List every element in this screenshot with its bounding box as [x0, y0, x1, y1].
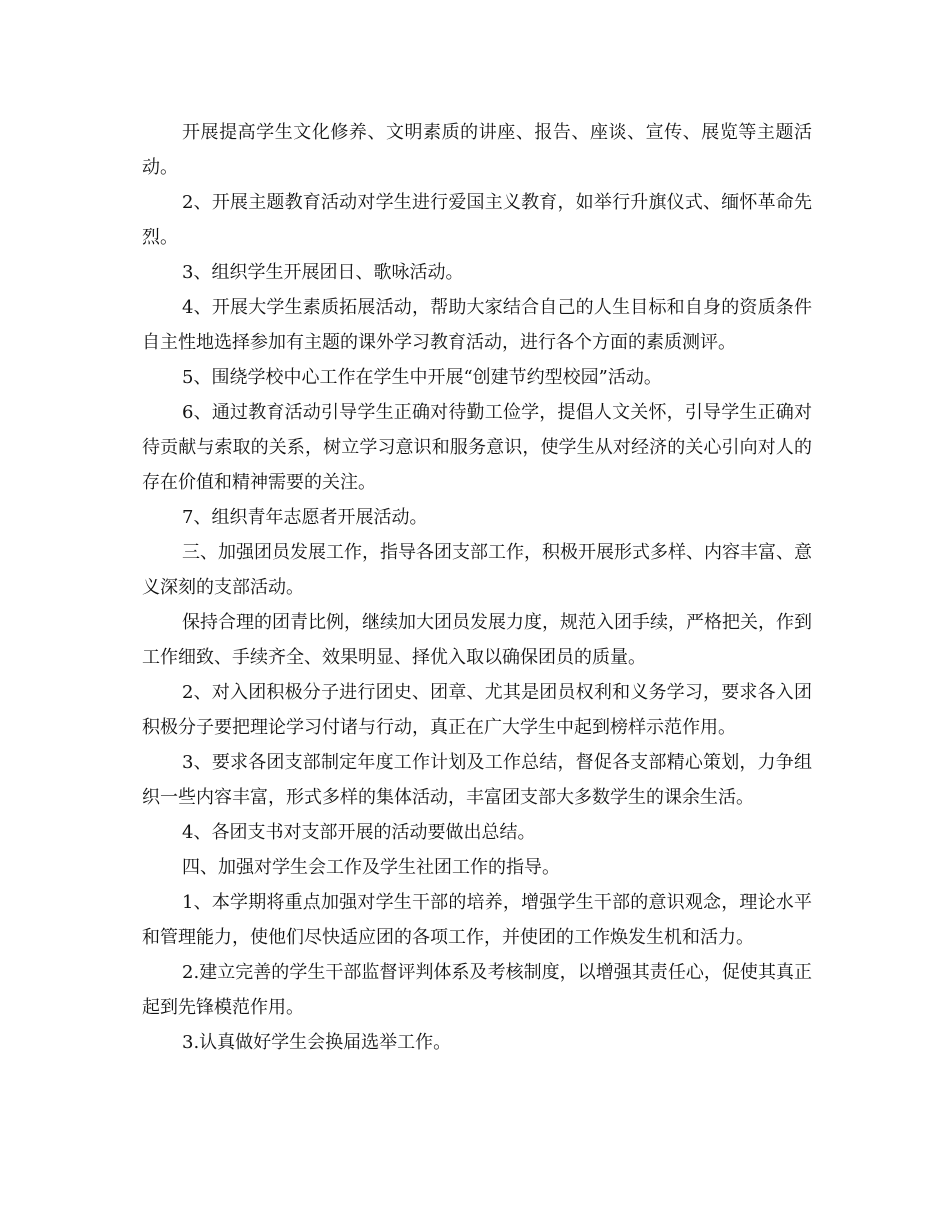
paragraph-item-2-activist-study: 2、对入团积极分子进行团史、团章、尤其是团员权利和义务学习，要求各入团积极分子要把理论学习付诸与行动，真正在广大学生中起到榜样示范作用。: [142, 682, 812, 738]
paragraph-item-2-supervision-system: 2.建立完善的学生干部监督评判体系及考核制度，以增强其责任心，促使其真正起到先锋模范作用。: [142, 962, 812, 1018]
paragraph-item-6-work-study: 6、通过教育活动引导学生正确对待勤工俭学，提倡人文关怀，引导学生正确对待贡献与索取的关系，树立学习意识和服务意识，使学生从对经济的关心引向对人的存在价值和精神需要的关注。: [142, 402, 812, 493]
section-heading-3-member-development: 三、加强团员发展工作，指导各团支部工作，积极开展形式多样、内容丰富、意义深刻的支部活动。: [142, 542, 812, 598]
paragraph-item-2-patriotic-education: 2、开展主题教育活动对学生进行爱国主义教育，如举行升旗仪式、缅怀革命先烈。: [142, 192, 812, 248]
paragraph-item-4-branch-summary: 4、各团支书对支部开展的活动要做出总结。: [182, 822, 536, 843]
document-body: [142, 115, 812, 1060]
paragraph-item-3-team-day: 3、组织学生开展团日、歌咏活动。: [182, 262, 464, 283]
paragraph-item-5-saving-campus: 5、围绕学校中心工作在学生中开展“创建节约型校园”活动。: [182, 367, 662, 388]
paragraph-item-1-cadre-training: 1、本学期将重点加强对学生干部的培养，增强学生干部的意识观念，理论水平和管理能力，使他们尽快适应团的各项工作，并使团的工作焕发生机和活力。: [142, 892, 812, 948]
paragraph-item-4-quality-development: 4、开展大学生素质拓展活动，帮助大家结合自己的人生目标和自身的资质条件自主性地选择参加有主题的课外学习教育活动，进行各个方面的素质测评。: [142, 297, 812, 353]
paragraph-item-3-election: 3.认真做好学生会换届选举工作。: [182, 1032, 452, 1053]
paragraph-intro-activities: 开展提高学生文化修养、文明素质的讲座、报告、座谈、宣传、展览等主题活动。: [142, 122, 812, 178]
paragraph-item-7-volunteers: 7、组织青年志愿者开展活动。: [182, 507, 428, 528]
section-heading-4-student-union: 四、加强对学生会工作及学生社团工作的指导。: [182, 857, 560, 878]
paragraph-member-ratio: 保持合理的团青比例，继续加大团员发展力度，规范入团手续，严格把关，作到工作细致、手续齐全、效果明显、择优入取以确保团员的质量。: [142, 612, 812, 668]
paragraph-item-3-branch-plans: 3、要求各团支部制定年度工作计划及工作总结，督促各支部精心策划，力争组织一些内容丰富，形式多样的集体活动，丰富团支部大多数学生的课余生活。: [142, 752, 812, 808]
